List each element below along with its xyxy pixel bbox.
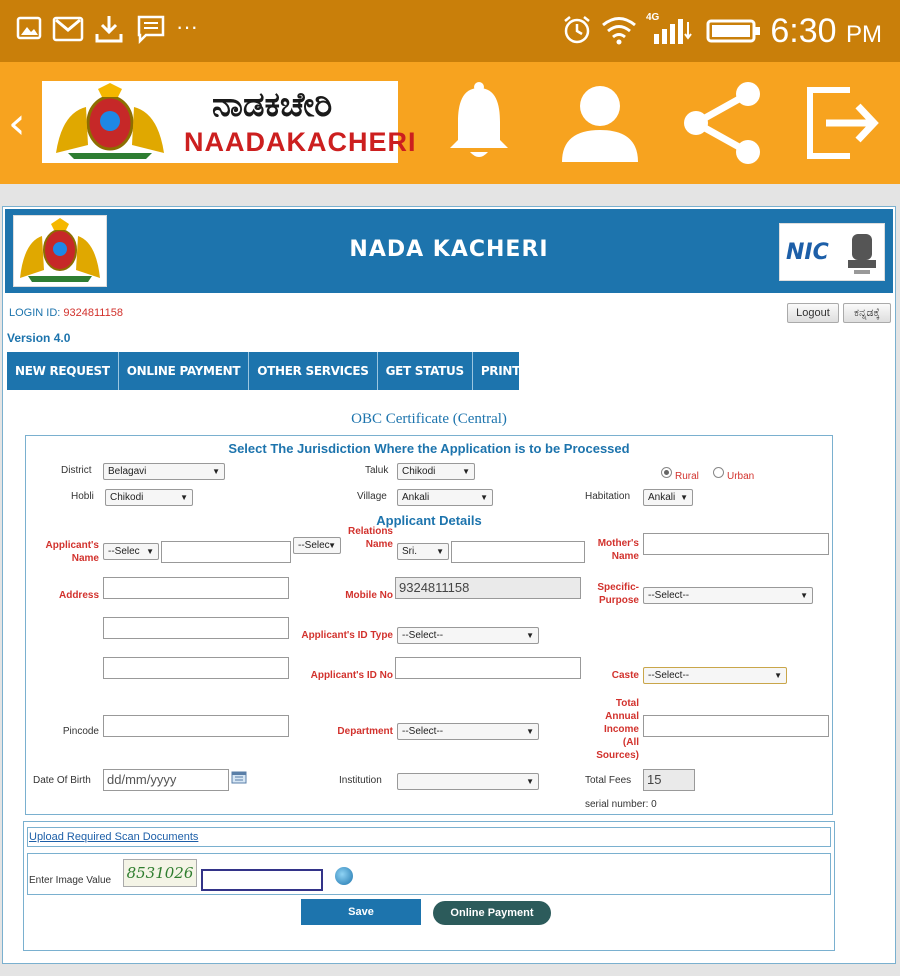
profile-icon[interactable] (560, 82, 640, 164)
specific-purpose-select[interactable]: --Select-- ▼ (643, 587, 813, 604)
taluk-select[interactable]: Chikodi ▼ (397, 463, 475, 480)
applicant-prefix-select[interactable]: --Selec ▼ (103, 543, 159, 560)
page-title: NADA KACHERI (349, 237, 549, 262)
habitation-label: Habitation (585, 491, 631, 502)
karnataka-emblem-icon (48, 83, 172, 161)
gmail-icon (52, 14, 84, 44)
logo-english-text: NAADAKACHERI (184, 127, 417, 157)
total-fees-label: Total Fees (585, 775, 632, 786)
login-id: LOGIN ID: 9324811158 (9, 307, 123, 319)
alarm-icon (562, 14, 592, 46)
gallery-icon (16, 14, 42, 42)
share-icon[interactable] (680, 80, 766, 166)
message-icon (136, 14, 166, 44)
address-line-3[interactable] (103, 657, 289, 679)
department-label: Department (337, 726, 393, 737)
jurisdiction-title: Select The Jurisdiction Where the Application is to be Processed (228, 441, 630, 456)
serial-number: serial number: 0 (585, 799, 657, 810)
clock: 6:30 PM (770, 12, 882, 50)
id-type-label: Applicant's ID Type (301, 630, 393, 641)
caste-select[interactable]: --Select-- ▼ (643, 667, 787, 684)
address-label: Address (58, 590, 99, 601)
ashoka-emblem-icon (844, 230, 880, 276)
urban-radio[interactable] (713, 467, 724, 478)
relations-name-input[interactable] (451, 541, 585, 563)
relations-name-label: Relations Name (347, 526, 393, 550)
dob-input[interactable]: dd/mm/yyyy (103, 769, 229, 791)
relation-prefix-select[interactable]: Sri. ▼ (397, 543, 449, 560)
page-header (5, 209, 893, 293)
kannada-language-button[interactable]: ಕನ್ನಡಕ್ಕೆ (843, 303, 891, 323)
logout-icon[interactable] (804, 86, 880, 160)
specific-purpose-label: Specific-Purpose (597, 582, 639, 606)
naadakacheri-logo (42, 81, 417, 163)
nav-get-status[interactable]: GET STATUS (378, 352, 473, 390)
app-bar (0, 62, 900, 184)
hobli-select[interactable]: Chikodi ▼ (105, 489, 193, 506)
save-button[interactable]: Save (301, 899, 421, 925)
captcha-input[interactable] (201, 869, 323, 891)
taluk-label: Taluk (365, 465, 389, 476)
id-no-input[interactable] (395, 657, 581, 679)
pincode-label: Pincode (62, 726, 99, 737)
version-label: Version 4.0 (7, 331, 71, 345)
download-icon (94, 14, 124, 44)
urban-label: Urban (727, 471, 755, 482)
mobile-label: Mobile No (345, 590, 393, 601)
logout-button[interactable]: Logout (787, 303, 839, 323)
district-select[interactable]: Belagavi ▼ (103, 463, 225, 480)
nav-other-services[interactable]: OTHER SERVICES (249, 352, 377, 390)
mothers-name-label: Mother's Name (597, 538, 639, 562)
institution-select[interactable]: ▼ (397, 773, 539, 790)
upload-documents-link[interactable]: Upload Required Scan Documents (29, 831, 199, 843)
main-nav (7, 352, 519, 390)
institution-label: Institution (339, 775, 382, 786)
rural-radio[interactable] (661, 467, 672, 478)
caste-label: Caste (611, 670, 639, 681)
captcha-image: 8531026 (123, 859, 197, 887)
annual-income-label: Total Annual Income (All Sources) (596, 698, 639, 761)
hobli-label: Hobli (71, 491, 94, 502)
village-select[interactable]: Ankali ▼ (397, 489, 493, 506)
applicant-name-label: Applicant's Name (45, 540, 99, 564)
pincode-input[interactable] (103, 715, 289, 737)
nav-new-request[interactable]: NEW REQUEST (7, 352, 119, 390)
nav-online-payment[interactable]: ONLINE PAYMENT (119, 352, 249, 390)
bell-icon[interactable] (444, 82, 514, 164)
habitation-select[interactable]: Ankali ▼ (643, 489, 693, 506)
form-title: OBC Certificate (Central) (351, 411, 507, 427)
nav-print[interactable]: PRINT (480, 364, 521, 378)
mobile-input[interactable]: 9324811158 (395, 577, 581, 599)
network-type: 4G (646, 12, 660, 23)
applicant-details-title: Applicant Details (376, 513, 482, 528)
battery-icon (706, 18, 762, 44)
web-page (2, 206, 896, 964)
captcha-label: Enter Image Value (29, 875, 112, 886)
online-payment-button[interactable]: Online Payment (433, 901, 551, 925)
rural-label: Rural (675, 471, 699, 482)
wifi-icon (600, 14, 638, 46)
status-bar (0, 0, 900, 62)
calendar-icon[interactable] (231, 770, 247, 784)
id-type-select[interactable]: --Select-- ▼ (397, 627, 539, 644)
department-select[interactable]: --Select-- ▼ (397, 723, 539, 740)
applicant-name-input[interactable] (161, 541, 291, 563)
refresh-captcha-icon[interactable] (335, 867, 353, 885)
total-fees-input: 15 (643, 769, 695, 791)
address-line-1[interactable] (103, 577, 289, 599)
mothers-name-input[interactable] (643, 533, 829, 555)
logo-kannada-text: ನಾಡಕಚೇರಿ (212, 85, 333, 125)
district-label: District (61, 465, 92, 476)
more-notifications: ··· (176, 14, 198, 39)
nic-logo: NIC (779, 223, 885, 281)
address-line-2[interactable] (103, 617, 289, 639)
dob-label: Date Of Birth (33, 775, 91, 786)
id-no-label: Applicant's ID No (310, 670, 393, 681)
annual-income-input[interactable] (643, 715, 829, 737)
signal-icon (650, 18, 694, 46)
village-label: Village (357, 491, 387, 502)
applicant-suffix-select[interactable]: --Selec ▼ (293, 537, 341, 554)
back-chevron-icon[interactable]: ‹ (8, 98, 26, 149)
